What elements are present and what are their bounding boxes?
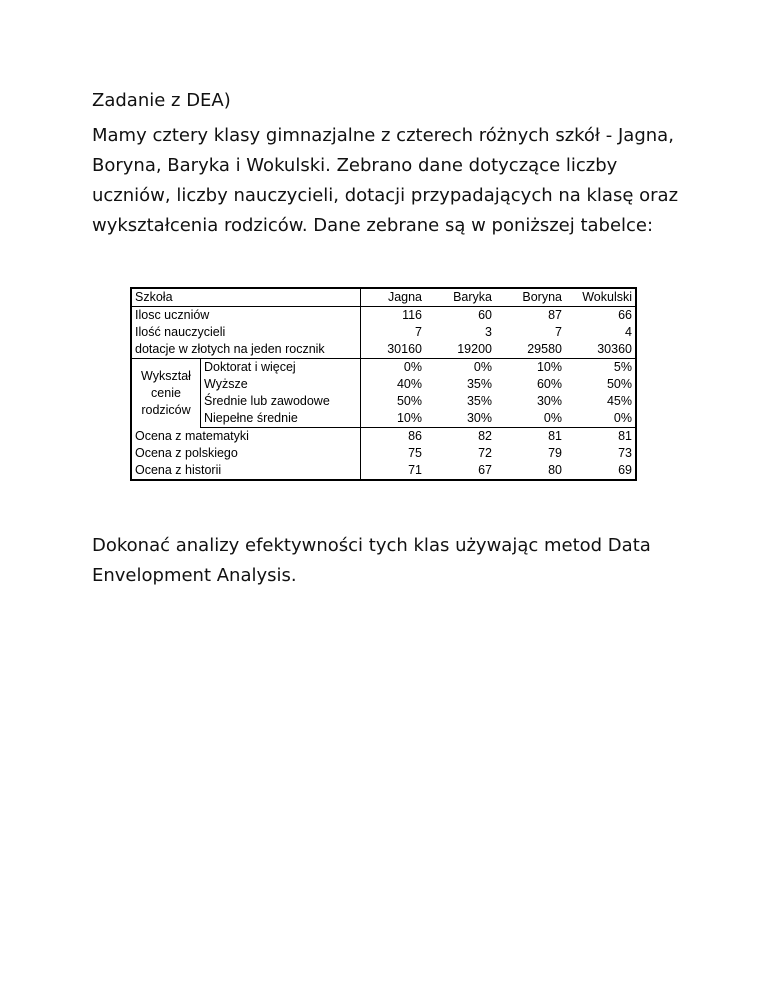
cell: 30% xyxy=(536,394,562,408)
cell: 40% xyxy=(396,377,422,391)
row-label: Ilosc uczniów xyxy=(131,307,361,325)
row-label: Ilość nauczycieli xyxy=(131,324,361,341)
cell: 0% xyxy=(403,360,422,374)
cell: 0% xyxy=(473,360,492,374)
cell: 29580 xyxy=(495,341,565,359)
cell: 72 xyxy=(478,446,492,460)
row-label: Wyższe xyxy=(201,376,361,393)
table-row xyxy=(131,341,636,359)
row-label: dotacje w złotych na jeden rocznik xyxy=(131,341,361,359)
row-label: Średnie lub zawodowe xyxy=(201,393,361,410)
data-table xyxy=(130,287,637,481)
table-row xyxy=(131,393,636,410)
cell: 30160 xyxy=(361,341,426,359)
cell: 67 xyxy=(478,463,492,477)
cell: 87 xyxy=(548,308,562,322)
table-row xyxy=(131,324,636,341)
cell: 82 xyxy=(478,429,492,443)
row-label: Doktorat i więcej xyxy=(201,359,361,377)
cell: 5% xyxy=(613,360,632,374)
group-label-line: rodziców xyxy=(141,402,191,417)
cell: 10% xyxy=(361,410,426,428)
cell: 30360 xyxy=(565,341,636,359)
row-label: Ocena z matematyki xyxy=(131,428,361,446)
cell: 81 xyxy=(618,429,632,443)
document-title: Zadanie z DEA) xyxy=(92,90,231,111)
cell: 4 xyxy=(625,325,632,339)
header-col: Boryna xyxy=(495,288,565,307)
cell: 80 xyxy=(548,463,562,477)
table-header-row xyxy=(131,288,636,307)
table-row xyxy=(131,376,636,393)
cell: 69 xyxy=(618,463,632,477)
cell: 73 xyxy=(618,446,632,460)
row-label: Ocena z polskiego xyxy=(131,445,361,462)
cell: 7 xyxy=(555,325,562,339)
cell: 86 xyxy=(408,429,422,443)
cell: 45% xyxy=(606,394,632,408)
cell: 71 xyxy=(408,463,422,477)
task-paragraph: Dokonać analizy efektywności tych klas używając metod Data Envelopment Analysis. xyxy=(92,535,651,586)
table-row xyxy=(131,445,636,462)
header-col: Jagna xyxy=(361,288,426,307)
group-label-line: cenie xyxy=(151,385,181,400)
cell: 35% xyxy=(466,377,492,391)
group-label-line: Wykształ xyxy=(141,368,191,383)
cell: 79 xyxy=(548,446,562,460)
cell: 81 xyxy=(548,429,562,443)
table-row xyxy=(131,410,636,428)
cell: 116 xyxy=(402,308,422,322)
header-col: Wokulski xyxy=(565,288,636,307)
cell: 60% xyxy=(536,377,562,391)
header-label: Szkoła xyxy=(131,288,361,307)
cell: 50% xyxy=(606,377,632,391)
header-col: Baryka xyxy=(425,288,495,307)
table-row xyxy=(131,359,636,377)
group-label xyxy=(131,359,201,428)
cell: 0% xyxy=(495,410,565,428)
table-row xyxy=(131,428,636,446)
cell: 7 xyxy=(415,325,422,339)
row-label: Ocena z historii xyxy=(131,462,361,480)
cell: 0% xyxy=(565,410,636,428)
cell: 30% xyxy=(425,410,495,428)
cell: 19200 xyxy=(425,341,495,359)
cell: 3 xyxy=(485,325,492,339)
intro-paragraph: Mamy cztery klasy gimnazjalne z czterech różnych szkół - Jagna, Boryna, Baryka i Wokulski. Zebrano dane dotyczące liczby uczniów, liczby nauczycieli, dotacji przypadających na klasę oraz wykształcenia rodziców. Dane zebrane są w poniższej tabelce: xyxy=(92,125,679,236)
cell: 75 xyxy=(408,446,422,460)
row-label: Niepełne średnie xyxy=(201,410,361,428)
cell: 66 xyxy=(618,308,632,322)
cell: 35% xyxy=(466,394,492,408)
cell: 60 xyxy=(478,308,492,322)
table-row xyxy=(131,462,636,480)
cell: 50% xyxy=(396,394,422,408)
table-row xyxy=(131,307,636,325)
cell: 10% xyxy=(536,360,562,374)
